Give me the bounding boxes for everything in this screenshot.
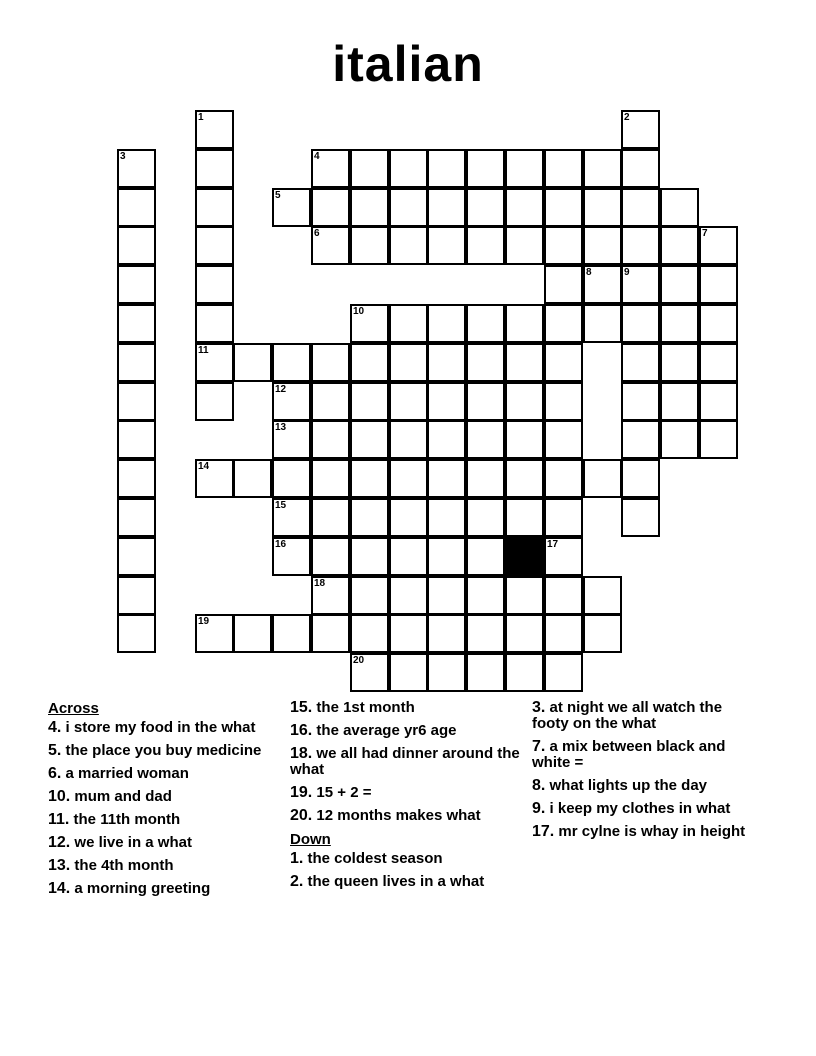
clue-number-label: 16. [290,722,313,739]
grid-cell[interactable] [660,304,699,343]
grid-cell[interactable] [505,576,544,615]
clue-number-label: 12. [48,834,71,851]
grid-cell[interactable] [699,265,738,304]
clue-text: at night we all watch the footy on the what [532,699,723,732]
grid-cell[interactable] [544,265,583,304]
grid-cell[interactable] [350,226,389,265]
grid-cell[interactable] [466,576,505,615]
clue-item [48,720,280,736]
grid-cell[interactable] [350,614,389,653]
grid-cell[interactable] [544,576,583,615]
clue-number-label: 6. [48,765,62,782]
grid-cell[interactable] [350,382,389,421]
clue-item [48,766,280,782]
grid-cell[interactable] [427,343,466,382]
grid-cell[interactable] [117,498,156,537]
grid-cell[interactable] [699,420,738,459]
grid-cell[interactable] [117,614,156,653]
grid-cell[interactable] [466,498,505,537]
grid-cell[interactable] [117,537,156,576]
clue-number: 14 [198,461,210,472]
grid-cell[interactable] [621,188,660,227]
grid-cell[interactable] [660,343,699,382]
grid-cell[interactable] [621,420,660,459]
grid-cell[interactable] [621,110,660,149]
grid-cell[interactable] [544,304,583,343]
grid-cell[interactable] [233,614,272,653]
grid-cell[interactable] [427,537,466,576]
grid-cell[interactable] [621,343,660,382]
grid-cell[interactable] [272,420,311,459]
grid-cell[interactable] [466,188,505,227]
clue-text: we live in a what [70,834,192,851]
grid-cell[interactable] [389,304,428,343]
grid-cell[interactable] [660,188,699,227]
clue-number-label: 17. [532,823,555,840]
grid-cell[interactable] [505,226,544,265]
clue-text: we all had dinner around the what [290,745,520,778]
clue-number-label: 5. [48,742,62,759]
grid-cell[interactable] [195,265,234,304]
clue-number-label: 11. [48,811,70,828]
grid-cell[interactable] [233,343,272,382]
grid-cell[interactable] [544,226,583,265]
grid-cell[interactable] [621,265,660,304]
grid-cell[interactable] [389,420,428,459]
clue-item [48,881,280,897]
grid-cell[interactable] [311,226,350,265]
grid-cell[interactable] [389,226,428,265]
grid-cell[interactable] [195,188,234,227]
clue-number: 8 [586,267,592,278]
grid-cell[interactable] [621,498,660,537]
grid-cell[interactable] [505,498,544,537]
grid-cell[interactable] [311,498,350,537]
clue-text: the 1st month [312,699,415,716]
clue-column [48,700,280,904]
grid-cell[interactable] [350,576,389,615]
clue-number: 3 [120,151,126,162]
grid-cell[interactable] [466,420,505,459]
grid-cell[interactable] [427,614,466,653]
clue-item [290,723,522,739]
grid-cell[interactable] [117,382,156,421]
clue-number: 10 [353,306,365,317]
grid-cell[interactable] [621,226,660,265]
clue-item [48,789,280,805]
grid-cell[interactable] [350,459,389,498]
clue-number: 15 [275,500,287,511]
grid-cell[interactable] [660,382,699,421]
clue-item [290,808,522,824]
clue-number-label: 18. [290,745,313,762]
clue-text: the 11th month [69,811,181,828]
clue-text: 15 + 2 = [312,784,372,801]
grid-cell[interactable] [195,614,234,653]
clue-item [532,824,762,840]
grid-cell[interactable] [544,459,583,498]
grid-cell[interactable] [311,188,350,227]
clue-item [48,812,280,828]
clue-item [532,801,762,817]
grid-cell[interactable] [195,382,234,421]
grid-cell[interactable] [195,343,234,382]
grid-cell[interactable] [621,382,660,421]
grid-cell[interactable] [311,420,350,459]
clue-text: a morning greeting [70,880,211,897]
grid-cell[interactable] [660,265,699,304]
grid-cell[interactable] [505,149,544,188]
clue-text: mum and dad [70,788,172,805]
clue-number: 13 [275,422,287,433]
clue-number: 16 [275,539,287,550]
clue-item [290,851,522,867]
grid-cell[interactable] [117,304,156,343]
grid-cell[interactable] [350,537,389,576]
clue-number: 2 [624,112,630,123]
grid-cell[interactable] [389,343,428,382]
grid-cell[interactable] [117,420,156,459]
grid-cell[interactable] [311,343,350,382]
clue-item [532,778,762,794]
clue-number-label: 1. [290,850,304,867]
grid-cell[interactable] [117,343,156,382]
clue-number-label: 9. [532,800,546,817]
grid-cell[interactable] [350,343,389,382]
grid-cell[interactable] [505,420,544,459]
clue-item [532,739,762,771]
grid-cell[interactable] [233,459,272,498]
grid-cell[interactable] [389,188,428,227]
black-square [505,537,544,576]
grid-cell[interactable] [660,226,699,265]
grid-cell[interactable] [544,382,583,421]
clue-number: 9 [624,267,630,278]
grid-cell[interactable] [195,459,234,498]
grid-cell[interactable] [427,304,466,343]
grid-cell[interactable] [311,459,350,498]
clue-text: mr cylne is whay in height [554,823,746,840]
clue-number-label: 14. [48,880,71,897]
clue-number: 1 [198,112,204,123]
grid-cell[interactable] [505,188,544,227]
grid-cell[interactable] [583,614,622,653]
grid-cell[interactable] [466,382,505,421]
clue-text: 12 months makes what [312,807,481,824]
grid-cell[interactable] [505,304,544,343]
grid-cell[interactable] [466,614,505,653]
grid-cell[interactable] [389,537,428,576]
clue-text: the place you buy medicine [61,742,262,759]
clue-number-label: 20. [290,807,313,824]
grid-cell[interactable] [389,459,428,498]
clue-column [290,700,522,897]
clue-item [532,700,762,732]
grid-cell[interactable] [272,188,311,227]
clue-text: a married woman [61,765,189,782]
grid-cell[interactable] [427,226,466,265]
grid-cell[interactable] [544,614,583,653]
grid-cell[interactable] [272,537,311,576]
grid-cell[interactable] [505,382,544,421]
clue-text: i keep my clothes in what [545,800,731,817]
clue-number: 5 [275,190,281,201]
grid-cell[interactable] [117,226,156,265]
grid-cell[interactable] [350,498,389,537]
grid-cell[interactable] [427,188,466,227]
grid-cell[interactable] [311,149,350,188]
clue-item [48,835,280,851]
grid-cell[interactable] [427,149,466,188]
grid-cell[interactable] [117,459,156,498]
grid-cell[interactable] [583,265,622,304]
grid-cell[interactable] [544,498,583,537]
grid-cell[interactable] [583,459,622,498]
clue-number: 11 [198,345,209,356]
grid-cell[interactable] [350,149,389,188]
clue-number-label: 19. [290,784,313,801]
grid-cell[interactable] [427,653,466,692]
grid-cell[interactable] [699,304,738,343]
grid-cell[interactable] [505,653,544,692]
down-heading: Down [290,831,331,848]
grid-cell[interactable] [389,653,428,692]
grid-cell[interactable] [427,576,466,615]
grid-cell[interactable] [272,343,311,382]
clue-number-label: 8. [532,777,546,794]
grid-cell[interactable] [621,459,660,498]
grid-cell[interactable] [505,343,544,382]
grid-cell[interactable] [389,382,428,421]
grid-cell[interactable] [544,653,583,692]
grid-cell[interactable] [466,459,505,498]
grid-cell[interactable] [311,382,350,421]
grid-cell[interactable] [117,188,156,227]
grid-cell[interactable] [117,265,156,304]
grid-cell[interactable] [272,498,311,537]
across-heading: Across [48,700,99,717]
clue-number: 4 [314,151,320,162]
grid-cell[interactable] [350,420,389,459]
clue-number-label: 2. [290,873,304,890]
clue-text: i store my food in the what [61,719,256,736]
clue-number: 17 [547,539,559,550]
grid-cell[interactable] [195,304,234,343]
grid-cell[interactable] [389,149,428,188]
clue-text: the 4th month [70,857,174,874]
clue-item [290,874,522,890]
grid-cell[interactable] [311,614,350,653]
clue-number: 12 [275,384,287,395]
grid-cell[interactable] [272,614,311,653]
grid-cell[interactable] [505,459,544,498]
clue-number: 6 [314,228,320,239]
grid-cell[interactable] [621,304,660,343]
clue-text: a mix between black and white = [532,738,726,771]
grid-cell[interactable] [350,188,389,227]
grid-cell[interactable] [427,382,466,421]
clue-number-label: 3. [532,699,546,716]
grid-cell[interactable] [117,149,156,188]
grid-cell[interactable] [466,304,505,343]
grid-cell[interactable] [660,420,699,459]
grid-cell[interactable] [544,188,583,227]
clue-text: what lights up the day [545,777,708,794]
grid-cell[interactable] [311,537,350,576]
clue-item [290,785,522,801]
grid-cell[interactable] [427,420,466,459]
grid-cell[interactable] [621,149,660,188]
grid-cell[interactable] [544,149,583,188]
grid-cell[interactable] [427,498,466,537]
grid-cell[interactable] [117,576,156,615]
grid-cell[interactable] [583,188,622,227]
grid-cell[interactable] [505,614,544,653]
clue-item [290,700,522,716]
clue-number-label: 7. [532,738,546,755]
clue-number: 19 [198,616,210,627]
grid-cell[interactable] [389,576,428,615]
grid-cell[interactable] [272,382,311,421]
clue-text: the queen lives in a what [303,873,485,890]
clue-number-label: 4. [48,719,62,736]
grid-cell[interactable] [427,459,466,498]
grid-cell[interactable] [699,343,738,382]
clue-text: the coldest season [303,850,443,867]
grid-cell[interactable] [583,226,622,265]
clue-number: 7 [702,228,708,239]
grid-cell[interactable] [195,226,234,265]
grid-cell[interactable] [466,149,505,188]
grid-cell[interactable] [350,653,389,692]
grid-cell[interactable] [699,226,738,265]
clue-number: 20 [353,655,365,666]
clue-number: 18 [314,578,326,589]
grid-cell[interactable] [583,149,622,188]
puzzle-title: italian [332,36,484,92]
grid-cell[interactable] [699,382,738,421]
grid-cell[interactable] [544,537,583,576]
grid-cell[interactable] [544,343,583,382]
grid-cell[interactable] [311,576,350,615]
grid-cell[interactable] [272,459,311,498]
clue-column [532,700,762,847]
clue-text: the average yr6 age [312,722,457,739]
grid-cell[interactable] [583,304,622,343]
clue-item [48,858,280,874]
grid-cell[interactable] [466,537,505,576]
clue-item [48,743,280,759]
grid-cell[interactable] [466,653,505,692]
grid-cell[interactable] [195,110,234,149]
grid-cell[interactable] [350,304,389,343]
grid-cell[interactable] [583,576,622,615]
grid-cell[interactable] [195,149,234,188]
grid-cell[interactable] [544,420,583,459]
clue-number-label: 13. [48,857,71,874]
grid-cell[interactable] [389,614,428,653]
grid-cell[interactable] [466,343,505,382]
grid-cell[interactable] [389,498,428,537]
grid-cell[interactable] [466,226,505,265]
clue-number-label: 10. [48,788,71,805]
clue-number-label: 15. [290,699,313,716]
clue-item [290,746,522,778]
